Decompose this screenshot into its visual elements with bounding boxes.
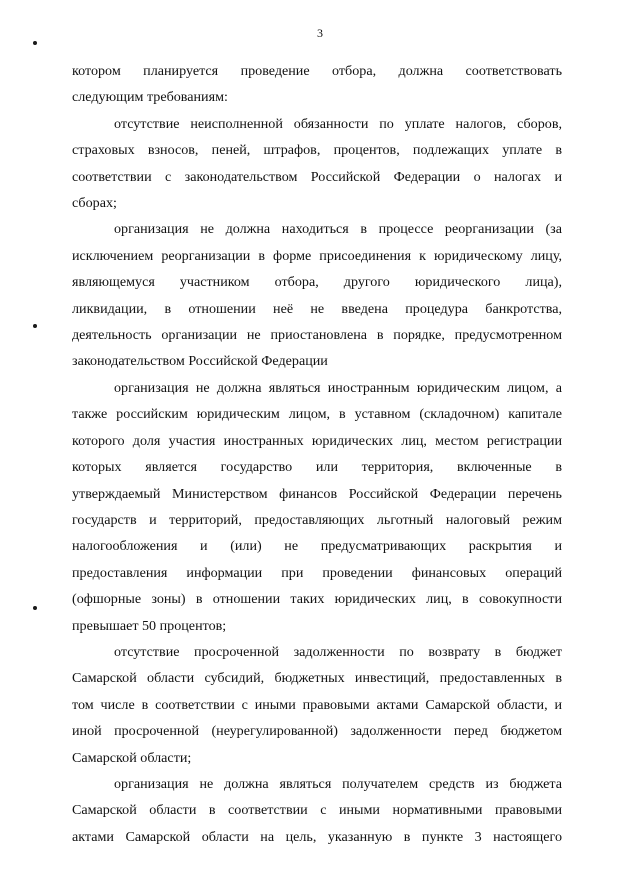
text-line: страховых взносов, пеней, штрафов, процентов, подлежащих уплате в [72,142,562,159]
text-line: превышает 50 процентов; [72,617,227,634]
text-line: Самарской области; [72,749,192,766]
text-line: предоставления информации при проведении финансовых операций [72,564,562,581]
text-line: иной просроченной (неурегулированной) задолженности перед бюджетом [72,723,562,740]
text-line: государств и территорий, предоставляющих льготный налоговый режим [72,511,562,528]
text-line: законодательством Российской Федерации [72,353,328,370]
text-line: утверждаемый Министерством финансов Российской Федерации перечень [72,485,562,502]
paragraph [72,111,562,217]
text-line: отсутствие неисполненной обязанности по уплате налогов, сборов, [114,115,562,132]
paragraph [72,216,562,374]
text-line: том числе в соответствии с иными правовыми актами Самарской области, и [72,696,562,713]
text-line: деятельность организации не приостановлена в порядке, предусмотренном [72,327,562,344]
document-body [72,58,562,850]
text-line: которых является государство или территория, включенные в [72,459,562,476]
text-line: сборах; [72,195,117,212]
text-line: являющемуся участником отбора, другого юридического лица), [72,274,562,291]
text-line: Самарской области в соответствии с иными нормативными правовыми [72,802,562,819]
text-line: организация не должна являться получателем средств из бюджета [114,775,562,792]
paragraph [72,771,562,850]
text-line: организация не должна являться иностранным юридическим лицом, а [114,379,562,396]
text-line: налогообложения и (или) не предусматривающих раскрытия и [72,538,562,555]
paragraph [72,375,562,639]
text-line: отсутствие просроченной задолженности по возврату в бюджет [114,643,562,660]
text-line: следующим требованиям: [72,89,228,106]
margin-dot-mark [33,324,37,328]
text-line: также российским юридическим лицом, в уставном (складочном) капитале [72,406,562,423]
text-line: исключением реорганизации в форме присоединения к юридическому лицу, [72,247,562,264]
paragraph [72,639,562,771]
text-line: которого доля участия иностранных юридических лиц, местом регистрации [72,432,562,449]
margin-dot-mark [33,41,37,45]
text-line: Самарской области субсидий, бюджетных инвестиций, предоставленных в [72,670,562,687]
margin-dot-mark [33,606,37,610]
page-number: 3 [317,26,323,40]
text-line: котором планируется проведение отбора, должна соответствовать [72,63,562,79]
paragraph [72,58,562,111]
text-line: (офшорные зоны) в отношении таких юридических лиц, в совокупности [72,591,562,608]
text-line: соответствии с законодательством Российской Федерации о налогах и [72,168,562,185]
text-line: организация не должна находиться в процессе реорганизации (за [114,221,562,238]
text-line: ликвидации, в отношении неё не введена процедура банкротства, [72,300,562,317]
text-line: актами Самарской области на цель, указанную в пункте 3 настоящего [72,828,562,845]
